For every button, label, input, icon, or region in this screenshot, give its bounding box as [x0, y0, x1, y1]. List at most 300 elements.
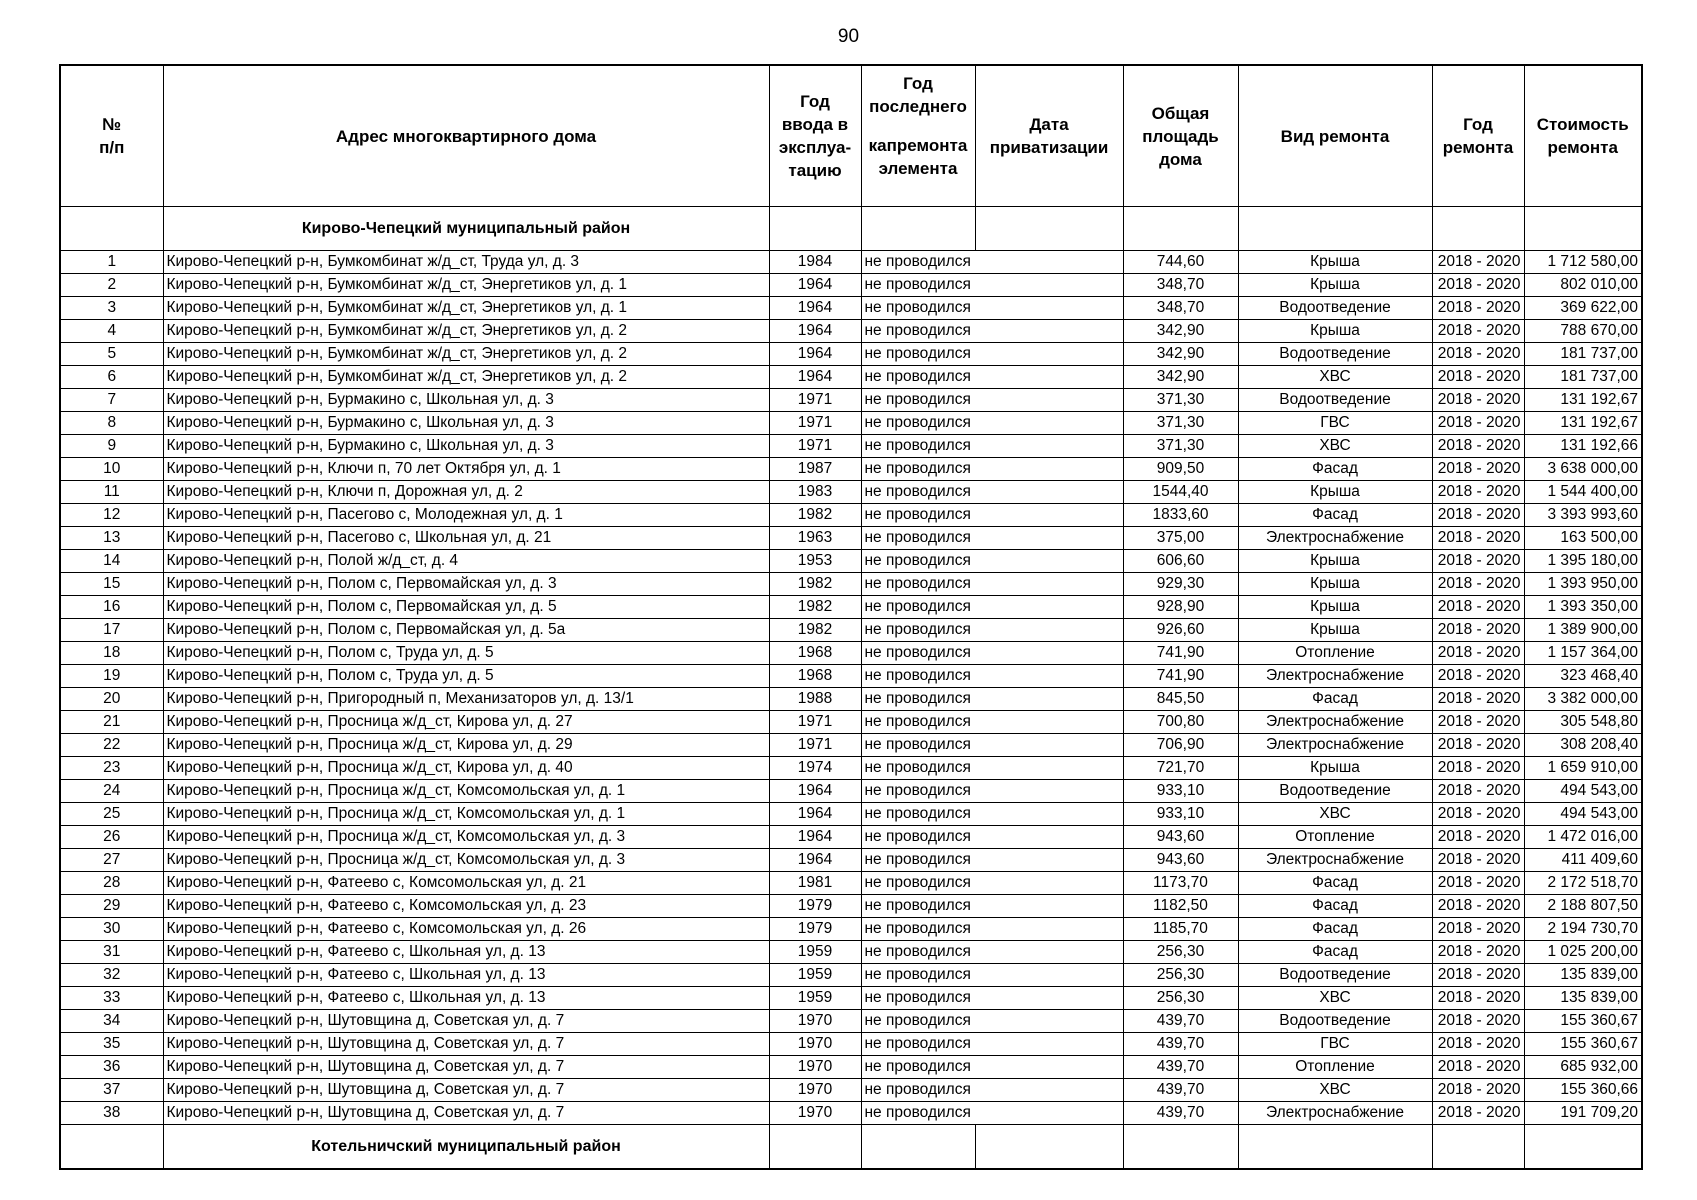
repair-year-cell: 2018 - 2020: [1432, 343, 1524, 366]
area-cell: 741,90: [1123, 642, 1238, 665]
address-cell: Кирово-Чепецкий р-н, Полом с, Труда ул, д. 5: [163, 665, 769, 688]
repair-year-cell: 2018 - 2020: [1432, 665, 1524, 688]
cost-cell: 1 395 180,00: [1524, 550, 1642, 573]
cost-cell: 1 025 200,00: [1524, 941, 1642, 964]
area-cell: 845,50: [1123, 688, 1238, 711]
last-repair-cell: не проводился: [861, 826, 975, 849]
area-cell: 943,60: [1123, 826, 1238, 849]
privatization-cell: [975, 504, 1123, 527]
area-cell: 1185,70: [1123, 918, 1238, 941]
privatization-cell: [975, 757, 1123, 780]
repair-year-cell: 2018 - 2020: [1432, 550, 1524, 573]
address-cell: Кирово-Чепецкий р-н, Фатеево с, Комсомольская ул, д. 21: [163, 872, 769, 895]
privatization-cell: [975, 665, 1123, 688]
cost-cell: 181 737,00: [1524, 343, 1642, 366]
year-built-cell: 1979: [769, 895, 861, 918]
privatization-cell: [975, 412, 1123, 435]
year-built-cell: 1983: [769, 481, 861, 504]
repair-kind-cell: ХВС: [1238, 435, 1432, 458]
year-built-cell: 1971: [769, 412, 861, 435]
area-cell: 1173,70: [1123, 872, 1238, 895]
row-number: 14: [60, 550, 163, 573]
section-row-top: [60, 207, 1642, 251]
table-row: [60, 872, 1642, 895]
header-row: [60, 65, 1642, 207]
cost-cell: 2 188 807,50: [1524, 895, 1642, 918]
table-row: [60, 1102, 1642, 1125]
year-built-cell: 1964: [769, 343, 861, 366]
cost-cell: 155 360,66: [1524, 1079, 1642, 1102]
last-repair-cell: не проводился: [861, 435, 975, 458]
last-repair-cell: не проводился: [861, 1079, 975, 1102]
page-number: 90: [837, 26, 860, 47]
address-cell: Кирово-Чепецкий р-н, Шутовщина д, Советская ул, д. 7: [163, 1056, 769, 1079]
row-number: 23: [60, 757, 163, 780]
table-row: [60, 918, 1642, 941]
privatization-cell: [975, 1102, 1123, 1125]
row-number: 6: [60, 366, 163, 389]
cost-cell: 685 932,00: [1524, 1056, 1642, 1079]
area-cell: 342,90: [1123, 320, 1238, 343]
year-built-cell: 1964: [769, 320, 861, 343]
address-cell: Кирово-Чепецкий р-н, Пригородный п, Механизаторов ул, д. 13/1: [163, 688, 769, 711]
year-built-cell: 1971: [769, 734, 861, 757]
year-built-cell: 1984: [769, 251, 861, 274]
table-row: [60, 481, 1642, 504]
year-built-cell: 1971: [769, 711, 861, 734]
repair-year-cell: 2018 - 2020: [1432, 872, 1524, 895]
header-last-repair: Год последнего капремонта элемента: [861, 65, 975, 207]
repair-year-cell: 2018 - 2020: [1432, 1056, 1524, 1079]
repair-kind-cell: Электроснабжение: [1238, 665, 1432, 688]
header-privatization: Дата приватизации: [975, 65, 1123, 207]
area-cell: 928,90: [1123, 596, 1238, 619]
row-number: 20: [60, 688, 163, 711]
area-cell: 342,90: [1123, 343, 1238, 366]
row-number: 8: [60, 412, 163, 435]
section-title: Котельничский муниципальный район: [163, 1125, 769, 1170]
address-cell: Кирово-Чепецкий р-н, Просница ж/д_ст, Кирова ул, д. 27: [163, 711, 769, 734]
last-repair-cell: не проводился: [861, 504, 975, 527]
last-repair-cell: не проводился: [861, 481, 975, 504]
cost-cell: 369 622,00: [1524, 297, 1642, 320]
privatization-cell: [975, 573, 1123, 596]
table-row: [60, 826, 1642, 849]
privatization-cell: [975, 435, 1123, 458]
cost-cell: 323 468,40: [1524, 665, 1642, 688]
year-built-cell: 1964: [769, 274, 861, 297]
repair-kind-cell: Крыша: [1238, 573, 1432, 596]
table-row: [60, 550, 1642, 573]
repair-year-cell: 2018 - 2020: [1432, 573, 1524, 596]
repair-year-cell: 2018 - 2020: [1432, 596, 1524, 619]
privatization-cell: [975, 251, 1123, 274]
year-built-cell: 1982: [769, 619, 861, 642]
repair-year-cell: 2018 - 2020: [1432, 780, 1524, 803]
area-cell: 909,50: [1123, 458, 1238, 481]
year-built-cell: 1979: [769, 918, 861, 941]
address-cell: Кирово-Чепецкий р-н, Фатеево с, Школьная ул, д. 13: [163, 941, 769, 964]
privatization-cell: [975, 734, 1123, 757]
last-repair-cell: не проводился: [861, 803, 975, 826]
last-repair-cell: не проводился: [861, 1010, 975, 1033]
header-cost: Стоимость ремонта: [1524, 65, 1642, 207]
row-number: 16: [60, 596, 163, 619]
last-repair-cell: не проводился: [861, 573, 975, 596]
repair-kind-cell: Водоотведение: [1238, 297, 1432, 320]
repair-year-cell: 2018 - 2020: [1432, 964, 1524, 987]
repair-kind-cell: Фасад: [1238, 872, 1432, 895]
repair-year-cell: 2018 - 2020: [1432, 320, 1524, 343]
table-row: [60, 412, 1642, 435]
cost-cell: 305 548,80: [1524, 711, 1642, 734]
repair-year-cell: 2018 - 2020: [1432, 274, 1524, 297]
year-built-cell: 1953: [769, 550, 861, 573]
row-number: 37: [60, 1079, 163, 1102]
table-row: [60, 596, 1642, 619]
last-repair-cell: не проводился: [861, 343, 975, 366]
privatization-cell: [975, 803, 1123, 826]
address-cell: Кирово-Чепецкий р-н, Шутовщина д, Советская ул, д. 7: [163, 1102, 769, 1125]
year-built-cell: 1963: [769, 527, 861, 550]
last-repair-cell: не проводился: [861, 412, 975, 435]
area-cell: 371,30: [1123, 389, 1238, 412]
cost-cell: 308 208,40: [1524, 734, 1642, 757]
year-built-cell: 1970: [769, 1033, 861, 1056]
repair-year-cell: 2018 - 2020: [1432, 849, 1524, 872]
privatization-cell: [975, 711, 1123, 734]
address-cell: Кирово-Чепецкий р-н, Просница ж/д_ст, Комсомольская ул, д. 1: [163, 780, 769, 803]
last-repair-cell: не проводился: [861, 665, 975, 688]
area-cell: 744,60: [1123, 251, 1238, 274]
last-repair-cell: не проводился: [861, 849, 975, 872]
address-cell: Кирово-Чепецкий р-н, Бурмакино с, Школьная ул, д. 3: [163, 389, 769, 412]
repair-year-cell: 2018 - 2020: [1432, 527, 1524, 550]
table-row: [60, 688, 1642, 711]
table-row: [60, 642, 1642, 665]
year-built-cell: 1959: [769, 987, 861, 1010]
last-repair-cell: не проводился: [861, 941, 975, 964]
cost-cell: 494 543,00: [1524, 780, 1642, 803]
privatization-cell: [975, 343, 1123, 366]
repair-kind-cell: Водоотведение: [1238, 780, 1432, 803]
last-repair-cell: не проводился: [861, 987, 975, 1010]
privatization-cell: [975, 481, 1123, 504]
privatization-cell: [975, 619, 1123, 642]
last-repair-cell: не проводился: [861, 1102, 975, 1125]
privatization-cell: [975, 642, 1123, 665]
year-built-cell: 1964: [769, 366, 861, 389]
cost-cell: 135 839,00: [1524, 987, 1642, 1010]
address-cell: Кирово-Чепецкий р-н, Шутовщина д, Советская ул, д. 7: [163, 1079, 769, 1102]
year-built-cell: 1964: [769, 297, 861, 320]
cost-cell: 1 393 350,00: [1524, 596, 1642, 619]
row-number: 31: [60, 941, 163, 964]
area-cell: 439,70: [1123, 1102, 1238, 1125]
last-repair-cell: не проводился: [861, 964, 975, 987]
area-cell: 256,30: [1123, 941, 1238, 964]
area-cell: 741,90: [1123, 665, 1238, 688]
row-number: 35: [60, 1033, 163, 1056]
area-cell: 933,10: [1123, 780, 1238, 803]
privatization-cell: [975, 366, 1123, 389]
table-row: [60, 1010, 1642, 1033]
year-built-cell: 1959: [769, 964, 861, 987]
year-built-cell: 1971: [769, 389, 861, 412]
row-number: 3: [60, 297, 163, 320]
table-row: [60, 389, 1642, 412]
table-row: [60, 895, 1642, 918]
repair-kind-cell: Крыша: [1238, 550, 1432, 573]
repair-kind-cell: ХВС: [1238, 987, 1432, 1010]
cost-cell: 135 839,00: [1524, 964, 1642, 987]
last-repair-cell: не проводился: [861, 918, 975, 941]
year-built-cell: 1988: [769, 688, 861, 711]
year-built-cell: 1974: [769, 757, 861, 780]
row-number: 17: [60, 619, 163, 642]
year-built-cell: 1982: [769, 504, 861, 527]
address-cell: Кирово-Чепецкий р-н, Ключи п, 70 лет Октября ул, д. 1: [163, 458, 769, 481]
repair-year-cell: 2018 - 2020: [1432, 757, 1524, 780]
row-number: 28: [60, 872, 163, 895]
privatization-cell: [975, 274, 1123, 297]
privatization-cell: [975, 389, 1123, 412]
table-row: [60, 711, 1642, 734]
repair-kind-cell: Крыша: [1238, 619, 1432, 642]
last-repair-cell: не проводился: [861, 872, 975, 895]
repair-year-cell: 2018 - 2020: [1432, 803, 1524, 826]
cost-cell: 3 393 993,60: [1524, 504, 1642, 527]
area-cell: 706,90: [1123, 734, 1238, 757]
last-repair-cell: не проводился: [861, 527, 975, 550]
privatization-cell: [975, 1056, 1123, 1079]
year-built-cell: 1982: [769, 596, 861, 619]
table-row: [60, 297, 1642, 320]
address-cell: Кирово-Чепецкий р-н, Просница ж/д_ст, Комсомольская ул, д. 3: [163, 849, 769, 872]
address-cell: Кирово-Чепецкий р-н, Фатеево с, Комсомольская ул, д. 26: [163, 918, 769, 941]
repair-year-cell: 2018 - 2020: [1432, 987, 1524, 1010]
area-cell: 926,60: [1123, 619, 1238, 642]
cost-cell: 1 472 016,00: [1524, 826, 1642, 849]
repair-year-cell: 2018 - 2020: [1432, 642, 1524, 665]
table-row: [60, 366, 1642, 389]
table-row: [60, 320, 1642, 343]
table-body: [60, 207, 1642, 1125]
cost-cell: 2 172 518,70: [1524, 872, 1642, 895]
table-row: [60, 665, 1642, 688]
address-cell: Кирово-Чепецкий р-н, Полом с, Первомайская ул, д. 5а: [163, 619, 769, 642]
repair-kind-cell: Электроснабжение: [1238, 734, 1432, 757]
cost-cell: 181 737,00: [1524, 366, 1642, 389]
area-cell: 439,70: [1123, 1079, 1238, 1102]
area-cell: 439,70: [1123, 1010, 1238, 1033]
table-row: [60, 251, 1642, 274]
address-cell: Кирово-Чепецкий р-н, Пасегово с, Молодежная ул, д. 1: [163, 504, 769, 527]
repair-kind-cell: Крыша: [1238, 320, 1432, 343]
repair-year-cell: 2018 - 2020: [1432, 826, 1524, 849]
row-number: 9: [60, 435, 163, 458]
address-cell: Кирово-Чепецкий р-н, Пасегово с, Школьная ул, д. 21: [163, 527, 769, 550]
year-built-cell: 1970: [769, 1010, 861, 1033]
repair-kind-cell: Электроснабжение: [1238, 1102, 1432, 1125]
header-repair-year: Год ремонта: [1432, 65, 1524, 207]
last-repair-cell: не проводился: [861, 757, 975, 780]
repair-kind-cell: Отопление: [1238, 642, 1432, 665]
privatization-cell: [975, 1010, 1123, 1033]
table-row: [60, 619, 1642, 642]
repair-year-cell: 2018 - 2020: [1432, 1033, 1524, 1056]
repair-year-cell: 2018 - 2020: [1432, 389, 1524, 412]
row-number: 19: [60, 665, 163, 688]
year-built-cell: 1971: [769, 435, 861, 458]
row-number: 11: [60, 481, 163, 504]
row-number: 25: [60, 803, 163, 826]
privatization-cell: [975, 826, 1123, 849]
repair-year-cell: 2018 - 2020: [1432, 504, 1524, 527]
last-repair-cell: не проводился: [861, 711, 975, 734]
row-number: 1: [60, 251, 163, 274]
repair-register-table: [59, 64, 1643, 1170]
row-number: 7: [60, 389, 163, 412]
repair-year-cell: 2018 - 2020: [1432, 895, 1524, 918]
year-built-cell: 1959: [769, 941, 861, 964]
table-row: [60, 941, 1642, 964]
year-built-cell: 1964: [769, 849, 861, 872]
address-cell: Кирово-Чепецкий р-н, Шутовщина д, Советская ул, д. 7: [163, 1010, 769, 1033]
cost-cell: 163 500,00: [1524, 527, 1642, 550]
address-cell: Кирово-Чепецкий р-н, Бумкомбинат ж/д_ст, Труда ул, д. 3: [163, 251, 769, 274]
privatization-cell: [975, 550, 1123, 573]
address-cell: Кирово-Чепецкий р-н, Ключи п, Дорожная ул, д. 2: [163, 481, 769, 504]
cost-cell: 802 010,00: [1524, 274, 1642, 297]
repair-year-cell: 2018 - 2020: [1432, 297, 1524, 320]
row-number: 21: [60, 711, 163, 734]
repair-year-cell: 2018 - 2020: [1432, 941, 1524, 964]
address-cell: Кирово-Чепецкий р-н, Просница ж/д_ст, Комсомольская ул, д. 1: [163, 803, 769, 826]
address-cell: Кирово-Чепецкий р-н, Просница ж/д_ст, Кирова ул, д. 40: [163, 757, 769, 780]
address-cell: Кирово-Чепецкий р-н, Полой ж/д_ст, д. 4: [163, 550, 769, 573]
cost-cell: 155 360,67: [1524, 1010, 1642, 1033]
address-cell: Кирово-Чепецкий р-н, Просница ж/д_ст, Кирова ул, д. 29: [163, 734, 769, 757]
repair-kind-cell: Фасад: [1238, 918, 1432, 941]
table-row: [60, 458, 1642, 481]
last-repair-cell: не проводился: [861, 458, 975, 481]
repair-year-cell: 2018 - 2020: [1432, 481, 1524, 504]
area-cell: 943,60: [1123, 849, 1238, 872]
table-row: [60, 435, 1642, 458]
row-number: 22: [60, 734, 163, 757]
area-cell: 1833,60: [1123, 504, 1238, 527]
address-cell: Кирово-Чепецкий р-н, Фатеево с, Школьная ул, д. 13: [163, 987, 769, 1010]
header-address: Адрес многоквартирного дома: [163, 65, 769, 207]
area-cell: 721,70: [1123, 757, 1238, 780]
year-built-cell: 1964: [769, 826, 861, 849]
last-repair-cell: не проводился: [861, 550, 975, 573]
repair-kind-cell: Фасад: [1238, 504, 1432, 527]
privatization-cell: [975, 320, 1123, 343]
table-row: [60, 1079, 1642, 1102]
privatization-cell: [975, 849, 1123, 872]
area-cell: 606,60: [1123, 550, 1238, 573]
repair-kind-cell: Крыша: [1238, 596, 1432, 619]
row-number: 13: [60, 527, 163, 550]
year-built-cell: 1968: [769, 642, 861, 665]
repair-year-cell: 2018 - 2020: [1432, 458, 1524, 481]
area-cell: 929,30: [1123, 573, 1238, 596]
last-repair-cell: не проводился: [861, 1033, 975, 1056]
header-area: Общая площадь дома: [1123, 65, 1238, 207]
repair-year-cell: 2018 - 2020: [1432, 918, 1524, 941]
area-cell: 375,00: [1123, 527, 1238, 550]
cost-cell: 1 389 900,00: [1524, 619, 1642, 642]
repair-kind-cell: Водоотведение: [1238, 1010, 1432, 1033]
repair-kind-cell: Водоотведение: [1238, 343, 1432, 366]
repair-year-cell: 2018 - 2020: [1432, 366, 1524, 389]
address-cell: Кирово-Чепецкий р-н, Фатеево с, Комсомольская ул, д. 23: [163, 895, 769, 918]
cost-cell: 411 409,60: [1524, 849, 1642, 872]
repair-kind-cell: Крыша: [1238, 757, 1432, 780]
last-repair-cell: не проводился: [861, 780, 975, 803]
area-cell: 439,70: [1123, 1056, 1238, 1079]
privatization-cell: [975, 918, 1123, 941]
table-row: [60, 573, 1642, 596]
table-row: [60, 1033, 1642, 1056]
cost-cell: 3 638 000,00: [1524, 458, 1642, 481]
address-cell: Кирово-Чепецкий р-н, Полом с, Первомайская ул, д. 3: [163, 573, 769, 596]
repair-year-cell: 2018 - 2020: [1432, 435, 1524, 458]
repair-kind-cell: Фасад: [1238, 458, 1432, 481]
table-footer-section: [60, 1125, 1642, 1170]
area-cell: 348,70: [1123, 274, 1238, 297]
last-repair-cell: не проводился: [861, 366, 975, 389]
year-built-cell: 1970: [769, 1056, 861, 1079]
address-cell: Кирово-Чепецкий р-н, Полом с, Первомайская ул, д. 5: [163, 596, 769, 619]
row-number: 30: [60, 918, 163, 941]
privatization-cell: [975, 688, 1123, 711]
area-cell: 342,90: [1123, 366, 1238, 389]
table-row: [60, 504, 1642, 527]
cost-cell: 131 192,66: [1524, 435, 1642, 458]
privatization-cell: [975, 987, 1123, 1010]
table-row: [60, 1056, 1642, 1079]
year-built-cell: 1982: [769, 573, 861, 596]
table-row: [60, 274, 1642, 297]
last-repair-cell: не проводился: [861, 251, 975, 274]
repair-kind-cell: Электроснабжение: [1238, 849, 1432, 872]
repair-kind-cell: ХВС: [1238, 1079, 1432, 1102]
address-cell: Кирово-Чепецкий р-н, Фатеево с, Школьная ул, д. 13: [163, 964, 769, 987]
cost-cell: 1 659 910,00: [1524, 757, 1642, 780]
table-row: [60, 803, 1642, 826]
row-number: 10: [60, 458, 163, 481]
row-number: 2: [60, 274, 163, 297]
year-built-cell: 1968: [769, 665, 861, 688]
area-cell: 933,10: [1123, 803, 1238, 826]
repair-year-cell: 2018 - 2020: [1432, 1010, 1524, 1033]
repair-kind-cell: Крыша: [1238, 251, 1432, 274]
repair-kind-cell: ХВС: [1238, 803, 1432, 826]
row-number: 29: [60, 895, 163, 918]
repair-kind-cell: Отопление: [1238, 1056, 1432, 1079]
section-title: Кирово-Чепецкий муниципальный район: [163, 207, 769, 251]
address-cell: Кирово-Чепецкий р-н, Бумкомбинат ж/д_ст, Энергетиков ул, д. 2: [163, 343, 769, 366]
privatization-cell: [975, 596, 1123, 619]
table-row: [60, 527, 1642, 550]
repair-kind-cell: Крыша: [1238, 274, 1432, 297]
cost-cell: 155 360,67: [1524, 1033, 1642, 1056]
cost-cell: 191 709,20: [1524, 1102, 1642, 1125]
row-number: 24: [60, 780, 163, 803]
